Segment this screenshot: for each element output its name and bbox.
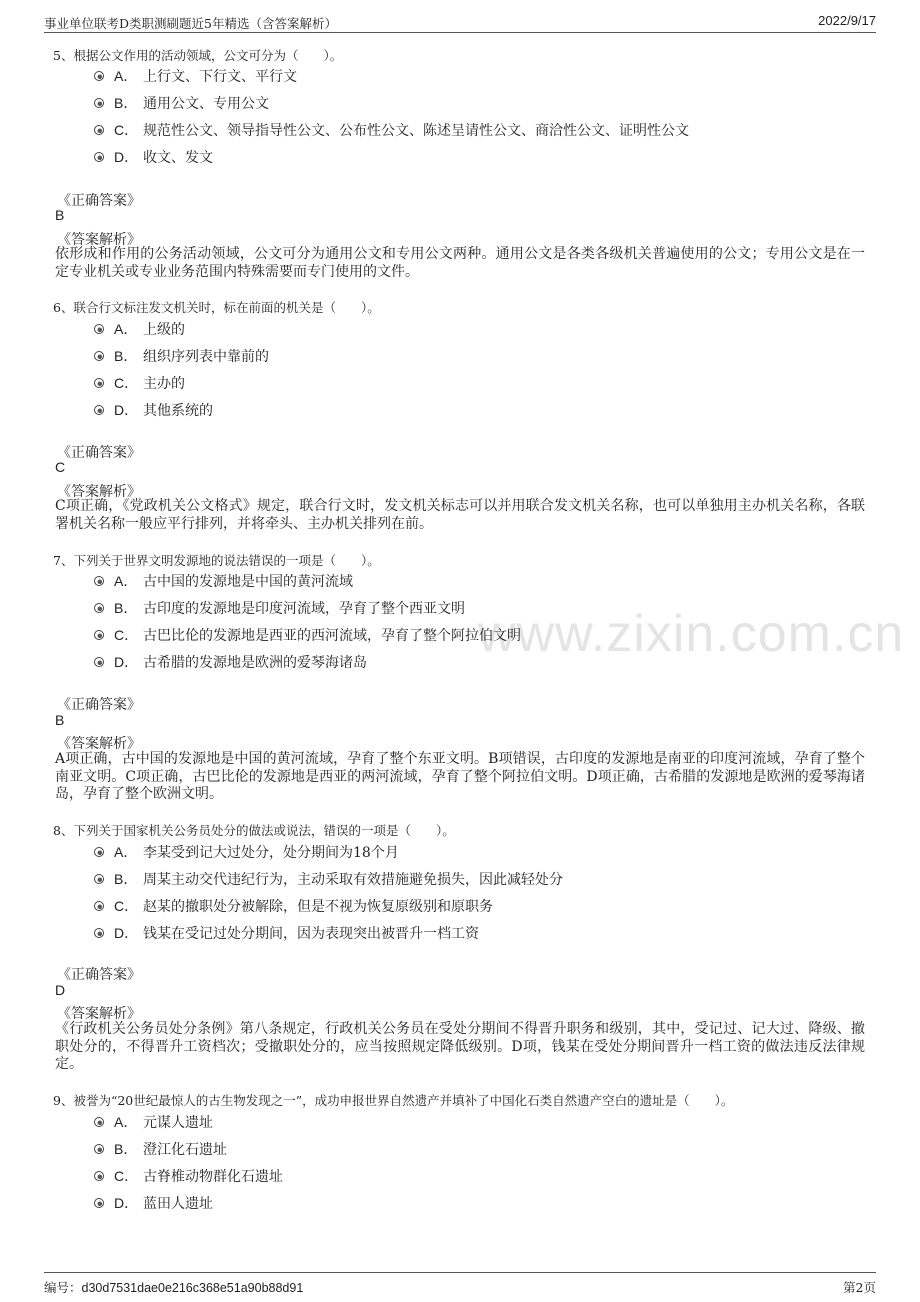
question-stem: 9、被誉为“20世纪最惊人的古生物发现之一”，成功申报世界自然遗产并填补了中国化石类自然遗产空白的遗址是（ ）。 [53, 1093, 734, 1108]
radio-icon[interactable] [94, 657, 104, 667]
page-header [44, 10, 876, 33]
radio-icon[interactable] [94, 901, 104, 911]
analysis-heading: 《答案解析》 [57, 1006, 141, 1022]
answer-value: B [55, 712, 65, 728]
document-title: 事业单位联考D类职测刷题近5年精选（含答案解析） [44, 16, 337, 31]
radio-icon[interactable] [94, 928, 104, 938]
analysis-text: C项正确，《党政机关公文格式》规定，联合行文时，发文机关标志可以并用联合发文机关名称，也可以单独用主办机关名称，各联署机关名称一般应平行排列，并将牵头、主办机关排列在前。 [55, 498, 865, 532]
radio-icon[interactable] [94, 152, 104, 162]
radio-icon[interactable] [94, 1144, 104, 1154]
analysis-text: A项正确，古中国的发源地是中国的黄河流域，孕育了整个东亚文明。B项错误，古印度的发源地是南亚的印度河流域，孕育了整个南亚文明。C项正确，古巴比伦的发源地是西亚的两河流域，孕育了整个阿拉伯文明。D项正确，古希腊的发源地是欧洲的爱琴海诸岛，孕育了整个欧洲文明。 [55, 751, 865, 802]
answer-value: D [55, 982, 66, 998]
question-stem: 5、根据公文作用的活动领域，公文可分为（ ）。 [53, 48, 343, 63]
radio-icon[interactable] [94, 98, 104, 108]
radio-icon[interactable] [94, 603, 104, 613]
answer-heading: 《正确答案》 [57, 697, 141, 713]
answer-heading: 《正确答案》 [57, 193, 141, 209]
radio-icon[interactable] [94, 378, 104, 388]
radio-icon[interactable] [94, 351, 104, 361]
analysis-text: 《行政机关公务员处分条例》第八条规定，行政机关公务员在受处分期间不得晋升职务和级别，其中，受记过、记大过、降级、撤职处分的，不得晋升工资档次；受撤职处分的，应当按照规定降低级别。D项，钱某在受处分期间晋升一档工资的做法违反法律规定。 [55, 1021, 865, 1072]
radio-icon[interactable] [94, 630, 104, 640]
question-stem: 6、联合行文标注发文机关时，标在前面的机关是（ ）。 [53, 300, 380, 315]
radio-icon[interactable] [94, 874, 104, 884]
question-stem: 8、下列关于国家机关公务员处分的做法或说法，错误的一项是（ ）。 [53, 823, 455, 838]
radio-icon[interactable] [94, 1117, 104, 1127]
radio-icon[interactable] [94, 847, 104, 857]
answer-value: C [55, 459, 66, 475]
analysis-heading: 《答案解析》 [57, 736, 141, 752]
radio-icon[interactable] [94, 576, 104, 586]
radio-icon[interactable] [94, 125, 104, 135]
radio-icon[interactable] [94, 1198, 104, 1208]
radio-icon[interactable] [94, 71, 104, 81]
question-stem: 7、下列关于世界文明发源地的说法错误的一项是（ ）。 [53, 553, 380, 568]
answer-heading: 《正确答案》 [57, 967, 141, 983]
header-date: 2022/9/17 [818, 13, 876, 28]
radio-icon[interactable] [94, 324, 104, 334]
radio-icon[interactable] [94, 1171, 104, 1181]
page-footer [44, 1272, 876, 1295]
watermark: www.zixin.com.cn [478, 605, 905, 663]
analysis-text: 依形成和作用的公务活动领域，公文可分为通用公文和专用公文两种。通用公文是各类各级机关普遍使用的公文；专用公文是在一定专业机关或专业业务范围内特殊需要而专门使用的文件。 [55, 246, 865, 280]
analysis-heading: 《答案解析》 [57, 484, 141, 500]
page-number: 第2页 [843, 1280, 876, 1295]
answer-value: B [55, 207, 65, 223]
answer-heading: 《正确答案》 [57, 445, 141, 461]
analysis-heading: 《答案解析》 [57, 232, 141, 248]
document-code: 编号：d30d7531dae0e216c368e51a90b88d91 [44, 1280, 304, 1295]
radio-icon[interactable] [94, 405, 104, 415]
